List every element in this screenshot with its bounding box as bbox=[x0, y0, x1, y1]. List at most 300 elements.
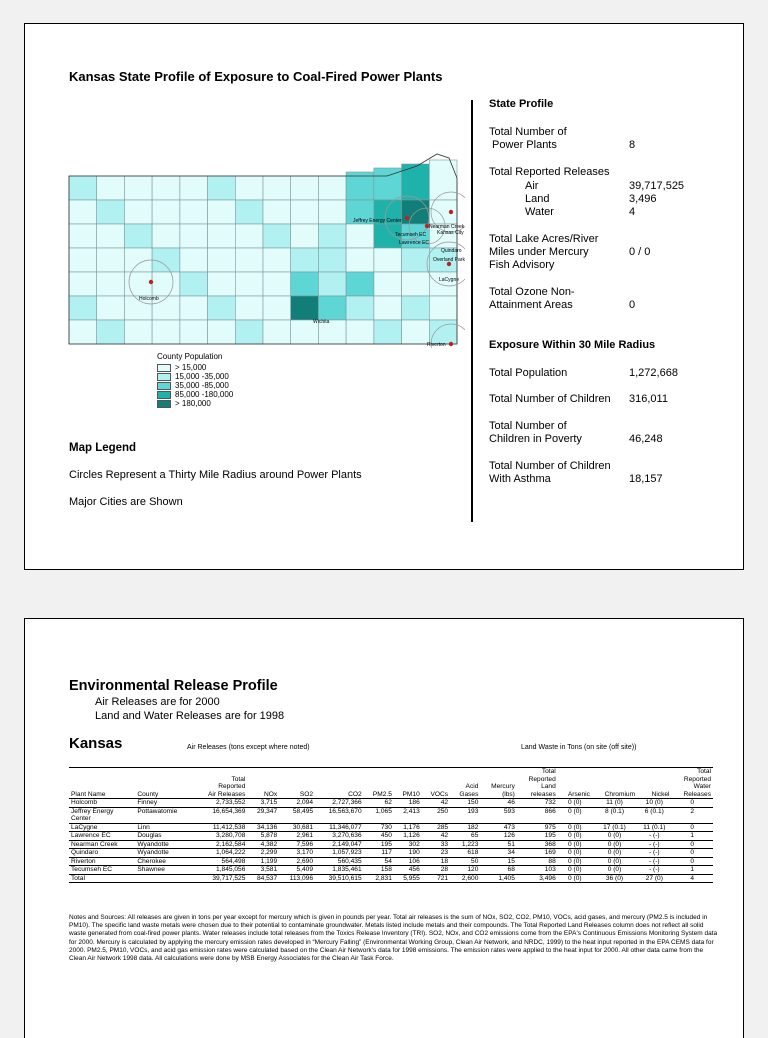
table-cell: 84,537 bbox=[247, 874, 279, 883]
table-cell: 456 bbox=[394, 866, 422, 875]
table-cell bbox=[135, 874, 193, 883]
table-cell: 866 bbox=[517, 807, 558, 823]
table-cell: 1,405 bbox=[480, 874, 517, 883]
release-title: Environmental Release Profile bbox=[69, 678, 278, 694]
power-plants-stat: Total Number of Power Plants 8 bbox=[489, 126, 636, 151]
table-cell: 564,498 bbox=[193, 857, 247, 866]
county-legend-item: > 15,000 bbox=[157, 363, 233, 372]
table-cell: - (-) bbox=[637, 832, 671, 841]
table-cell: 2,413 bbox=[394, 807, 422, 823]
table-cell: 50 bbox=[450, 857, 480, 866]
table-header: SO2 bbox=[279, 768, 315, 799]
table-cell: Cherokee bbox=[135, 857, 193, 866]
table-cell: Linn bbox=[135, 823, 193, 832]
table-cell: Nearman Creek bbox=[69, 840, 135, 849]
table-cell: 0 (0) bbox=[558, 807, 592, 823]
table-cell: 975 bbox=[517, 823, 558, 832]
county-shape bbox=[263, 248, 291, 272]
table-cell: 34 bbox=[480, 849, 517, 858]
table-cell: 0 (0) bbox=[592, 840, 637, 849]
table-cell: 4,382 bbox=[247, 840, 279, 849]
table-cell: 7,596 bbox=[279, 840, 315, 849]
county-shape bbox=[152, 176, 180, 200]
kansas-county-map bbox=[65, 148, 465, 348]
table-cell: 30,681 bbox=[279, 823, 315, 832]
table-cell: 2 bbox=[672, 807, 713, 823]
state-profile-heading: State Profile bbox=[489, 98, 554, 110]
power-plant-marker bbox=[449, 342, 453, 346]
county-shape bbox=[263, 224, 291, 248]
table-cell: 285 bbox=[422, 823, 450, 832]
table-cell: 0 (0) bbox=[592, 866, 637, 875]
table-cell: 182 bbox=[450, 823, 480, 832]
table-cell: Pottawatomie bbox=[135, 807, 193, 823]
map-legend-line: Circles Represent a Thirty Mile Radius around Power Plants bbox=[69, 469, 362, 481]
county-shape bbox=[374, 320, 402, 344]
power-plant-marker bbox=[149, 280, 153, 284]
county-shape bbox=[208, 248, 236, 272]
county-shape bbox=[180, 320, 208, 344]
county-shape bbox=[180, 200, 208, 224]
map-place-label: Riverton bbox=[427, 342, 446, 348]
power-plant-marker bbox=[405, 216, 409, 220]
county-shape bbox=[263, 176, 291, 200]
table-cell: 3,280,708 bbox=[193, 832, 247, 841]
table-cell: 0 (0) bbox=[592, 857, 637, 866]
map-legend-line: Major Cities are Shown bbox=[69, 496, 183, 508]
table-cell: Wyandotte bbox=[135, 840, 193, 849]
table-cell: Shawnee bbox=[135, 866, 193, 875]
table-cell: 3,170 bbox=[279, 849, 315, 858]
county-shape bbox=[291, 296, 319, 320]
table-cell: 302 bbox=[394, 840, 422, 849]
county-shape bbox=[124, 176, 152, 200]
table-cell: 106 bbox=[394, 857, 422, 866]
land-caption: Land Waste in Tons (on site (off site)) bbox=[521, 744, 637, 751]
table-cell: 2,149,047 bbox=[315, 840, 364, 849]
table-row bbox=[69, 799, 713, 808]
table-cell: 0 bbox=[672, 799, 713, 808]
county-shape bbox=[263, 200, 291, 224]
table-cell: 0 (0) bbox=[558, 866, 592, 875]
table-row bbox=[69, 807, 713, 823]
county-shape bbox=[180, 296, 208, 320]
table-header: Total Reported Water Releases bbox=[672, 768, 713, 799]
county-shape bbox=[346, 224, 374, 248]
table-row bbox=[69, 840, 713, 849]
county-shape bbox=[124, 272, 152, 296]
table-cell: 3,270,636 bbox=[315, 832, 364, 841]
county-shape bbox=[374, 296, 402, 320]
county-shape bbox=[152, 248, 180, 272]
county-shape bbox=[69, 176, 97, 200]
table-cell: 33 bbox=[422, 840, 450, 849]
county-shape bbox=[97, 176, 125, 200]
table-cell: 11 (0) bbox=[592, 799, 637, 808]
county-shape bbox=[124, 200, 152, 224]
map-place-label: Jeffrey Energy Center bbox=[353, 218, 402, 224]
county-shape bbox=[235, 248, 263, 272]
table-cell: 2,690 bbox=[279, 857, 315, 866]
county-shape bbox=[69, 224, 97, 248]
table-cell: 450 bbox=[364, 832, 394, 841]
legend-swatch-2 bbox=[157, 382, 171, 390]
air-caption: Air Releases (tons except where noted) bbox=[187, 744, 310, 751]
county-grid bbox=[69, 160, 460, 344]
table-cell: Total bbox=[69, 874, 135, 883]
county-shape bbox=[402, 320, 430, 344]
map-place-label: Lawrence EC bbox=[399, 240, 430, 246]
county-shape bbox=[97, 296, 125, 320]
profile-title: Kansas State Profile of Exposure to Coal-Fired Power Plants bbox=[69, 69, 443, 84]
table-cell: 158 bbox=[364, 866, 394, 875]
county-shape bbox=[152, 200, 180, 224]
power-plant-marker bbox=[449, 210, 453, 214]
county-shape bbox=[69, 320, 97, 344]
table-cell: 2,299 bbox=[247, 849, 279, 858]
county-shape bbox=[291, 248, 319, 272]
table-cell: 368 bbox=[517, 840, 558, 849]
table-cell: 1,845,056 bbox=[193, 866, 247, 875]
county-shape bbox=[402, 272, 430, 296]
table-cell: 8 (0.1) bbox=[592, 807, 637, 823]
release-subtitle: Air Releases are for 2000 bbox=[95, 696, 220, 708]
county-shape bbox=[208, 200, 236, 224]
fish-advisory-stat: Total Lake Acres/River Miles under Mercury Fish Advisory 0 / 0 bbox=[489, 233, 651, 271]
county-shape bbox=[97, 200, 125, 224]
county-shape bbox=[291, 176, 319, 200]
county-shape bbox=[208, 296, 236, 320]
table-cell: 190 bbox=[394, 849, 422, 858]
table-cell: 0 (0) bbox=[558, 849, 592, 858]
table-cell: 0 (0) bbox=[558, 799, 592, 808]
table-row bbox=[69, 849, 713, 858]
table-cell: 1,126 bbox=[394, 832, 422, 841]
table-cell: 250 bbox=[422, 807, 450, 823]
map-place-label: Holcomb bbox=[139, 296, 159, 302]
exposure-heading: Exposure Within 30 Mile Radius bbox=[489, 339, 656, 351]
table-row bbox=[69, 874, 713, 883]
county-shape bbox=[263, 272, 291, 296]
table-cell: 1,176 bbox=[394, 823, 422, 832]
county-shape bbox=[235, 224, 263, 248]
table-cell: 0 (0) bbox=[558, 832, 592, 841]
county-shape bbox=[152, 224, 180, 248]
table-cell: 65 bbox=[450, 832, 480, 841]
county-shape bbox=[429, 320, 457, 344]
table-header: Total Reported Air Releases bbox=[193, 768, 247, 799]
land-release-stat: Land 3,496 bbox=[525, 193, 657, 205]
table-cell: Riverton bbox=[69, 857, 135, 866]
table-cell: 11,412,538 bbox=[193, 823, 247, 832]
table-cell: 5,955 bbox=[394, 874, 422, 883]
table-cell: 1,065 bbox=[364, 807, 394, 823]
table-header: CO2 bbox=[315, 768, 364, 799]
table-cell: 27 (0) bbox=[637, 874, 671, 883]
table-row bbox=[69, 832, 713, 841]
table-cell: 0 bbox=[672, 849, 713, 858]
table-cell: 54 bbox=[364, 857, 394, 866]
county-shape bbox=[346, 272, 374, 296]
table-cell: 39,510,615 bbox=[315, 874, 364, 883]
table-row bbox=[69, 857, 713, 866]
county-shape bbox=[69, 296, 97, 320]
table-cell: 732 bbox=[517, 799, 558, 808]
table-cell: 2,831 bbox=[364, 874, 394, 883]
table-header: VOCs bbox=[422, 768, 450, 799]
table-cell: 560,435 bbox=[315, 857, 364, 866]
county-shape bbox=[97, 320, 125, 344]
legend-swatch-3 bbox=[157, 391, 171, 399]
map-place-label: Wichita bbox=[313, 319, 330, 325]
map-place-label: Kansas City bbox=[437, 230, 464, 236]
notes-and-sources: Notes and Sources: All releases are given in tons per year except for mercury which is given in pounds per year. Total air releases is the sum of NOx, SO2, CO2, PM10, VOCs, acid gases, and mercury (PM2.5 is included in PM10). The specific land waste metals were chosen due to their potential to contaminate groundwater. Metals listed include metals and their compounds. The Total Reported Land Releases column does not reflect all solid waste generated from coal-fired power plants. Water releases include total releases from the Toxics Release Inventory (TRI). SO2, NOx, and CO2 emissions come from the EPA's Continuous Emissions Monitoring System data for 2000. Mercury is calculated by applying the mercury emission rates developed in “Mercury Falling” (Environmental Working Group, Clean Air Network, and NRDC, 1999) to the heat input reported in the EPA CEMS data for 2000. PM2.5, PM10, VOCs, and acid gas emission rates were calculated based on the Clean Air Network's data for 1998 emissions. The emission rates were applied to the heat input for 2000. All other data came from the Clean Air Network 1998 data. All calculations were done by MSB Energy Associates for the Clean Air Task Force. bbox=[69, 914, 718, 963]
table-header: Mercury (lbs) bbox=[480, 768, 517, 799]
table-header: Chromium bbox=[592, 768, 637, 799]
county-legend-item: 85,000 -180,000 bbox=[157, 390, 233, 399]
release-profile-page bbox=[24, 618, 744, 1038]
map-place-label: Tecumseh EC bbox=[395, 232, 427, 238]
population-stat: Total Population 1,272,668 bbox=[489, 367, 678, 379]
county-shape bbox=[180, 248, 208, 272]
release-table bbox=[69, 767, 713, 883]
table-cell: 0 bbox=[672, 857, 713, 866]
legend-swatch-0 bbox=[157, 364, 171, 372]
table-header: PM10 bbox=[394, 768, 422, 799]
table-cell: 618 bbox=[450, 849, 480, 858]
poverty-stat: Total Number of Children in Poverty 46,248 bbox=[489, 420, 663, 445]
table-cell: 5,409 bbox=[279, 866, 315, 875]
table-cell: Lawrence EC bbox=[69, 832, 135, 841]
table-cell: 0 (0) bbox=[558, 840, 592, 849]
table-cell: 2,094 bbox=[279, 799, 315, 808]
table-cell: 2,600 bbox=[450, 874, 480, 883]
air-release-stat: Air 39,717,525 bbox=[525, 180, 685, 192]
county-shape bbox=[69, 200, 97, 224]
table-cell: 193 bbox=[450, 807, 480, 823]
table-cell: 11,346,077 bbox=[315, 823, 364, 832]
table-cell: 2,961 bbox=[279, 832, 315, 841]
table-cell: 28 bbox=[422, 866, 450, 875]
county-shape bbox=[318, 272, 346, 296]
table-cell: 0 (0) bbox=[558, 823, 592, 832]
table-cell: - (-) bbox=[637, 849, 671, 858]
county-shape bbox=[318, 176, 346, 200]
county-shape bbox=[69, 272, 97, 296]
map-place-label: Overland Park bbox=[433, 257, 465, 263]
county-shape bbox=[291, 200, 319, 224]
county-shape bbox=[346, 296, 374, 320]
county-shape bbox=[318, 248, 346, 272]
table-header: Nickel bbox=[637, 768, 671, 799]
table-header: Arsenic bbox=[558, 768, 592, 799]
county-shape bbox=[235, 296, 263, 320]
table-cell: 6 (0.1) bbox=[637, 807, 671, 823]
table-cell: 36 (0) bbox=[592, 874, 637, 883]
county-shape bbox=[374, 248, 402, 272]
county-shape bbox=[235, 320, 263, 344]
table-cell: 1,064,222 bbox=[193, 849, 247, 858]
table-cell: 1,199 bbox=[247, 857, 279, 866]
county-shape bbox=[402, 296, 430, 320]
table-row bbox=[69, 866, 713, 875]
table-cell: 46 bbox=[480, 799, 517, 808]
table-cell: 62 bbox=[364, 799, 394, 808]
children-stat: Total Number of Children 316,011 bbox=[489, 393, 668, 405]
table-cell: 150 bbox=[450, 799, 480, 808]
table-cell: 3,581 bbox=[247, 866, 279, 875]
table-cell: 0 bbox=[672, 840, 713, 849]
table-cell: 3,496 bbox=[517, 874, 558, 883]
table-cell: 4 bbox=[672, 874, 713, 883]
table-header: Plant Name bbox=[69, 768, 135, 799]
table-cell: 1,223 bbox=[450, 840, 480, 849]
table-header: County bbox=[135, 768, 193, 799]
county-shape bbox=[180, 272, 208, 296]
table-cell: Finney bbox=[135, 799, 193, 808]
county-shape bbox=[152, 272, 180, 296]
table-header: Total Reported Land releases bbox=[517, 768, 558, 799]
county-shape bbox=[346, 320, 374, 344]
table-cell: 11 (0.1) bbox=[637, 823, 671, 832]
county-shape bbox=[374, 272, 402, 296]
table-cell: 120 bbox=[450, 866, 480, 875]
county-shape bbox=[235, 272, 263, 296]
county-shape bbox=[235, 176, 263, 200]
table-cell: 39,717,525 bbox=[193, 874, 247, 883]
table-cell: 1 bbox=[672, 866, 713, 875]
table-cell: 10 (0) bbox=[637, 799, 671, 808]
table-cell: 18 bbox=[422, 857, 450, 866]
county-shape bbox=[429, 160, 457, 200]
table-cell: 1,057,923 bbox=[315, 849, 364, 858]
county-shape bbox=[318, 296, 346, 320]
table-cell: 42 bbox=[422, 832, 450, 841]
table-cell: Douglas bbox=[135, 832, 193, 841]
asthma-stat: Total Number of Children With Asthma 18,157 bbox=[489, 460, 663, 485]
table-header: PM2.5 bbox=[364, 768, 394, 799]
county-shape bbox=[346, 248, 374, 272]
map-place-label: Nearman Creek bbox=[429, 224, 465, 230]
map-legend-title: Map Legend bbox=[69, 442, 137, 454]
table-cell: 34,136 bbox=[247, 823, 279, 832]
table-cell: 103 bbox=[517, 866, 558, 875]
table-cell: 473 bbox=[480, 823, 517, 832]
table-cell: 169 bbox=[517, 849, 558, 858]
county-shape bbox=[263, 320, 291, 344]
table-cell: 1,835,461 bbox=[315, 866, 364, 875]
table-cell: 68 bbox=[480, 866, 517, 875]
table-cell: 721 bbox=[422, 874, 450, 883]
county-shape bbox=[291, 272, 319, 296]
county-legend-item: 15,000 -35,000 bbox=[157, 372, 233, 381]
table-cell: LaCygne bbox=[69, 823, 135, 832]
table-cell: - (-) bbox=[637, 857, 671, 866]
table-cell: 42 bbox=[422, 799, 450, 808]
table-cell: 29,347 bbox=[247, 807, 279, 823]
table-cell: Holcomb bbox=[69, 799, 135, 808]
table-cell: 0 (0) bbox=[558, 874, 592, 883]
map-place-label: LaCygne bbox=[439, 277, 460, 283]
county-shape bbox=[97, 248, 125, 272]
county-shape bbox=[152, 320, 180, 344]
table-cell: 17 (0.1) bbox=[592, 823, 637, 832]
table-cell: 195 bbox=[517, 832, 558, 841]
county-shape bbox=[263, 296, 291, 320]
table-cell: 2,162,584 bbox=[193, 840, 247, 849]
table-cell: 117 bbox=[364, 849, 394, 858]
county-shape bbox=[97, 224, 125, 248]
table-cell: 58,495 bbox=[279, 807, 315, 823]
county-shape bbox=[429, 272, 460, 296]
table-cell: Tecumseh EC bbox=[69, 866, 135, 875]
table-cell: - (-) bbox=[637, 866, 671, 875]
table-cell: 15 bbox=[480, 857, 517, 866]
state-name: Kansas bbox=[69, 735, 123, 752]
county-shape bbox=[208, 272, 236, 296]
table-cell: 16,654,369 bbox=[193, 807, 247, 823]
table-cell: 3,715 bbox=[247, 799, 279, 808]
table-cell: 126 bbox=[480, 832, 517, 841]
table-cell: 730 bbox=[364, 823, 394, 832]
county-shape bbox=[124, 224, 152, 248]
county-legend-item: > 180,000 bbox=[157, 399, 233, 408]
county-legend-item: 35,000 -85,000 bbox=[157, 381, 233, 390]
county-shape bbox=[124, 320, 152, 344]
county-shape bbox=[180, 224, 208, 248]
county-shape bbox=[429, 296, 457, 320]
table-cell: 0 bbox=[672, 823, 713, 832]
total-releases-label: Total Reported Releases bbox=[489, 166, 610, 178]
county-shape bbox=[318, 224, 346, 248]
table-cell: - (-) bbox=[637, 840, 671, 849]
county-shape bbox=[97, 272, 125, 296]
table-cell: 0 (0) bbox=[558, 857, 592, 866]
table-cell: Jeffrey Energy Center bbox=[69, 807, 135, 823]
table-cell: 51 bbox=[480, 840, 517, 849]
county-shape bbox=[180, 176, 208, 200]
divider bbox=[471, 100, 473, 522]
state-profile-page bbox=[24, 23, 744, 570]
table-cell: 195 bbox=[364, 840, 394, 849]
table-cell: 0 (0) bbox=[592, 832, 637, 841]
county-shape bbox=[208, 320, 236, 344]
table-cell: 593 bbox=[480, 807, 517, 823]
ozone-stat: Total Ozone Non- Attainment Areas 0 bbox=[489, 286, 636, 311]
county-shape bbox=[235, 200, 263, 224]
table-header: NOx bbox=[247, 768, 279, 799]
table-cell: Wyandotte bbox=[135, 849, 193, 858]
table-cell: 113,096 bbox=[279, 874, 315, 883]
table-cell: 2,727,366 bbox=[315, 799, 364, 808]
table-cell: 88 bbox=[517, 857, 558, 866]
table-header: Acid Gases bbox=[450, 768, 480, 799]
county-shape bbox=[69, 248, 97, 272]
table-cell: 16,563,670 bbox=[315, 807, 364, 823]
map-place-label: Quindaro bbox=[441, 248, 462, 254]
county-shape bbox=[291, 224, 319, 248]
table-cell: Quindaro bbox=[69, 849, 135, 858]
table-row bbox=[69, 823, 713, 832]
water-release-stat: Water 4 bbox=[525, 206, 636, 218]
table-cell: 5,878 bbox=[247, 832, 279, 841]
table-cell: 2,733,552 bbox=[193, 799, 247, 808]
legend-swatch-1 bbox=[157, 373, 171, 381]
county-shape bbox=[318, 200, 346, 224]
table-cell: 1 bbox=[672, 832, 713, 841]
legend-swatch-4 bbox=[157, 400, 171, 408]
release-subtitle: Land and Water Releases are for 1998 bbox=[95, 710, 285, 722]
